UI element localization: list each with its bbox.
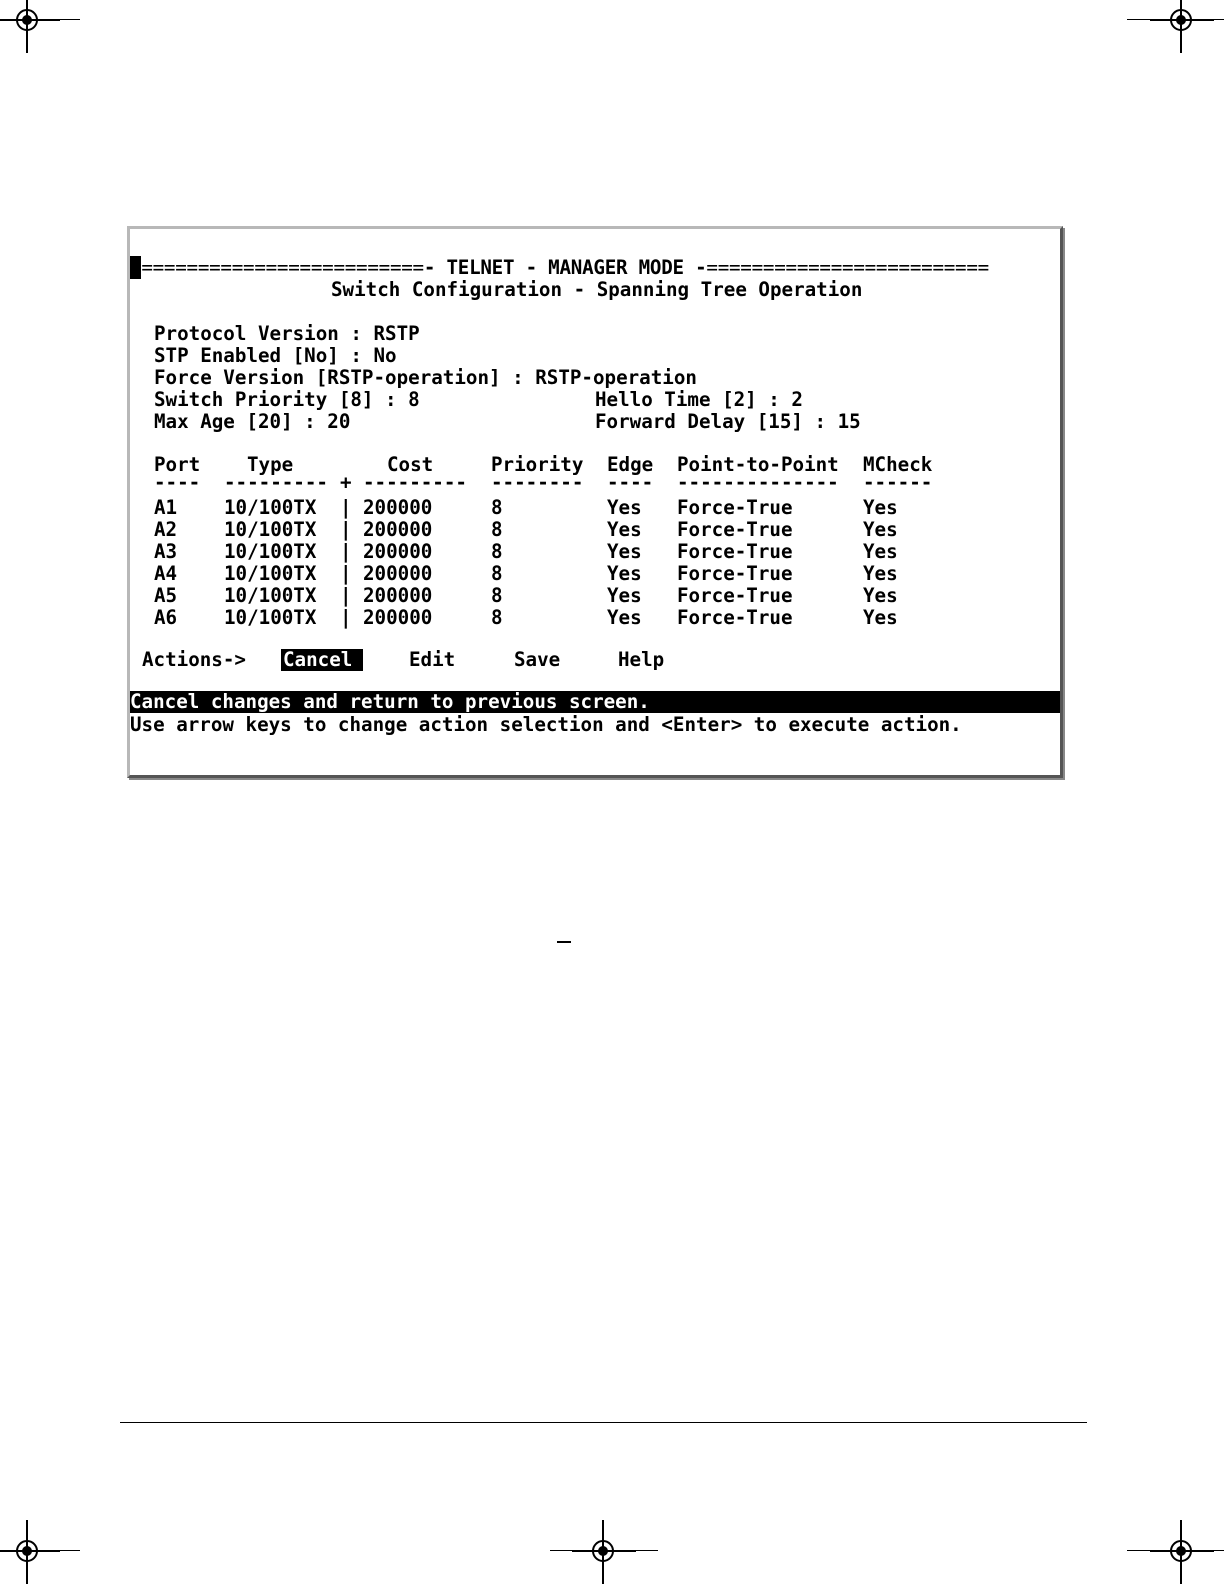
save-action[interactable]: Save [514, 648, 561, 671]
registration-mark-bottom-center [584, 1532, 624, 1572]
point-to-point-cell: Force-True [677, 562, 793, 585]
port-cell: A2 [154, 518, 178, 541]
header-fill-left: ========================= [141, 256, 424, 279]
column-header-point-to-point: Point-to-Point [677, 453, 839, 476]
column-separator: | [340, 518, 352, 541]
hello-time-field[interactable]: Hello Time [2] : 2 [595, 388, 803, 411]
priority-cell: 8 [491, 606, 503, 629]
cost-cell: 200000 [363, 584, 433, 607]
column-separator: | [340, 584, 352, 607]
type-cell: 10/100TX [224, 540, 317, 563]
edge-cell: Yes [607, 496, 642, 519]
registration-mark-bottom-left [8, 1532, 48, 1572]
cost-cell: 200000 [363, 562, 433, 585]
header-underline: ---- [154, 471, 201, 494]
type-cell: 10/100TX [224, 606, 317, 629]
mcheck-cell: Yes [863, 606, 898, 629]
crop-line [0, 1550, 80, 1551]
point-to-point-cell: Force-True [677, 540, 793, 563]
column-header-port: Port [154, 453, 201, 476]
mcheck-cell: Yes [863, 584, 898, 607]
point-to-point-cell: Force-True [677, 518, 793, 541]
crop-line [1127, 1550, 1224, 1551]
priority-cell: 8 [491, 540, 503, 563]
column-separator: | [340, 606, 352, 629]
cost-cell: 200000 [363, 518, 433, 541]
status-message: Cancel changes and return to previous screen. [130, 690, 650, 713]
port-cell: A3 [154, 540, 178, 563]
crop-line [1127, 19, 1224, 20]
column-separator: | [340, 562, 352, 585]
priority-cell: 8 [491, 562, 503, 585]
protocol-version: Protocol Version : RSTP [154, 322, 420, 345]
priority-cell: 8 [491, 584, 503, 607]
registration-mark-top-left [8, 1, 48, 41]
edit-action[interactable]: Edit [409, 648, 456, 671]
edge-cell: Yes [607, 540, 642, 563]
edge-cell: Yes [607, 606, 642, 629]
force-version-field[interactable]: Force Version [RSTP-operation] : RSTP-operation [154, 366, 697, 389]
column-separator: | [340, 540, 352, 563]
header-underline: --------- [363, 471, 467, 494]
mcheck-cell: Yes [863, 540, 898, 563]
column-header-mcheck: MCheck [863, 453, 933, 476]
actions-label: Actions-> [142, 648, 246, 671]
mode-title: - TELNET - MANAGER MODE - [423, 256, 707, 279]
header-underline-cross: + [340, 471, 352, 494]
point-to-point-cell: Force-True [677, 584, 793, 607]
screen-title: Switch Configuration - Spanning Tree Operation [331, 278, 863, 301]
cancel-action[interactable]: Cancel [281, 649, 363, 671]
forward-delay-field[interactable]: Forward Delay [15] : 15 [595, 410, 861, 433]
header-bar [130, 257, 989, 279]
switch-priority-field[interactable]: Switch Priority [8] : 8 [154, 388, 420, 411]
registration-mark-top-right [1162, 1, 1202, 41]
point-to-point-cell: Force-True [677, 496, 793, 519]
type-cell: 10/100TX [224, 562, 317, 585]
cost-cell: 200000 [363, 496, 433, 519]
header-underline: -------------- [677, 471, 839, 494]
edge-cell: Yes [607, 518, 642, 541]
point-to-point-cell: Force-True [677, 606, 793, 629]
port-cell: A6 [154, 606, 178, 629]
mcheck-cell: Yes [863, 518, 898, 541]
column-header-cost: Cost [387, 453, 434, 476]
type-cell: 10/100TX [224, 518, 317, 541]
type-cell: 10/100TX [224, 496, 317, 519]
edge-cell: Yes [607, 584, 642, 607]
type-cell: 10/100TX [224, 584, 317, 607]
header-underline: ---- [607, 471, 654, 494]
crop-line [0, 19, 80, 20]
dash-mark [557, 941, 571, 943]
priority-cell: 8 [491, 496, 503, 519]
column-header-priority: Priority [491, 453, 584, 476]
column-header-type: Type [247, 453, 294, 476]
telnet-terminal-window [127, 226, 1063, 778]
header-underline: ------ [863, 471, 933, 494]
priority-cell: 8 [491, 518, 503, 541]
max-age-field[interactable]: Max Age [20] : 20 [154, 410, 351, 433]
footer-rule [120, 1422, 1087, 1423]
mcheck-cell: Yes [863, 496, 898, 519]
header-underline: --------- [224, 471, 328, 494]
header-underline: -------- [491, 471, 584, 494]
edge-cell: Yes [607, 562, 642, 585]
crop-line [550, 1550, 658, 1551]
cost-cell: 200000 [363, 540, 433, 563]
terminal-cursor: = [130, 256, 142, 279]
help-message: Use arrow keys to change action selection and <Enter> to execute action. [130, 713, 962, 736]
column-separator: | [340, 496, 352, 519]
header-fill-right: ========================= [706, 256, 989, 279]
cost-cell: 200000 [363, 606, 433, 629]
registration-mark-bottom-right [1162, 1532, 1202, 1572]
port-cell: A4 [154, 562, 178, 585]
port-cell: A1 [154, 496, 178, 519]
mcheck-cell: Yes [863, 562, 898, 585]
help-action[interactable]: Help [618, 648, 665, 671]
stp-enabled-field[interactable]: STP Enabled [No] : No [154, 344, 397, 367]
column-header-edge: Edge [607, 453, 654, 476]
port-cell: A5 [154, 584, 178, 607]
